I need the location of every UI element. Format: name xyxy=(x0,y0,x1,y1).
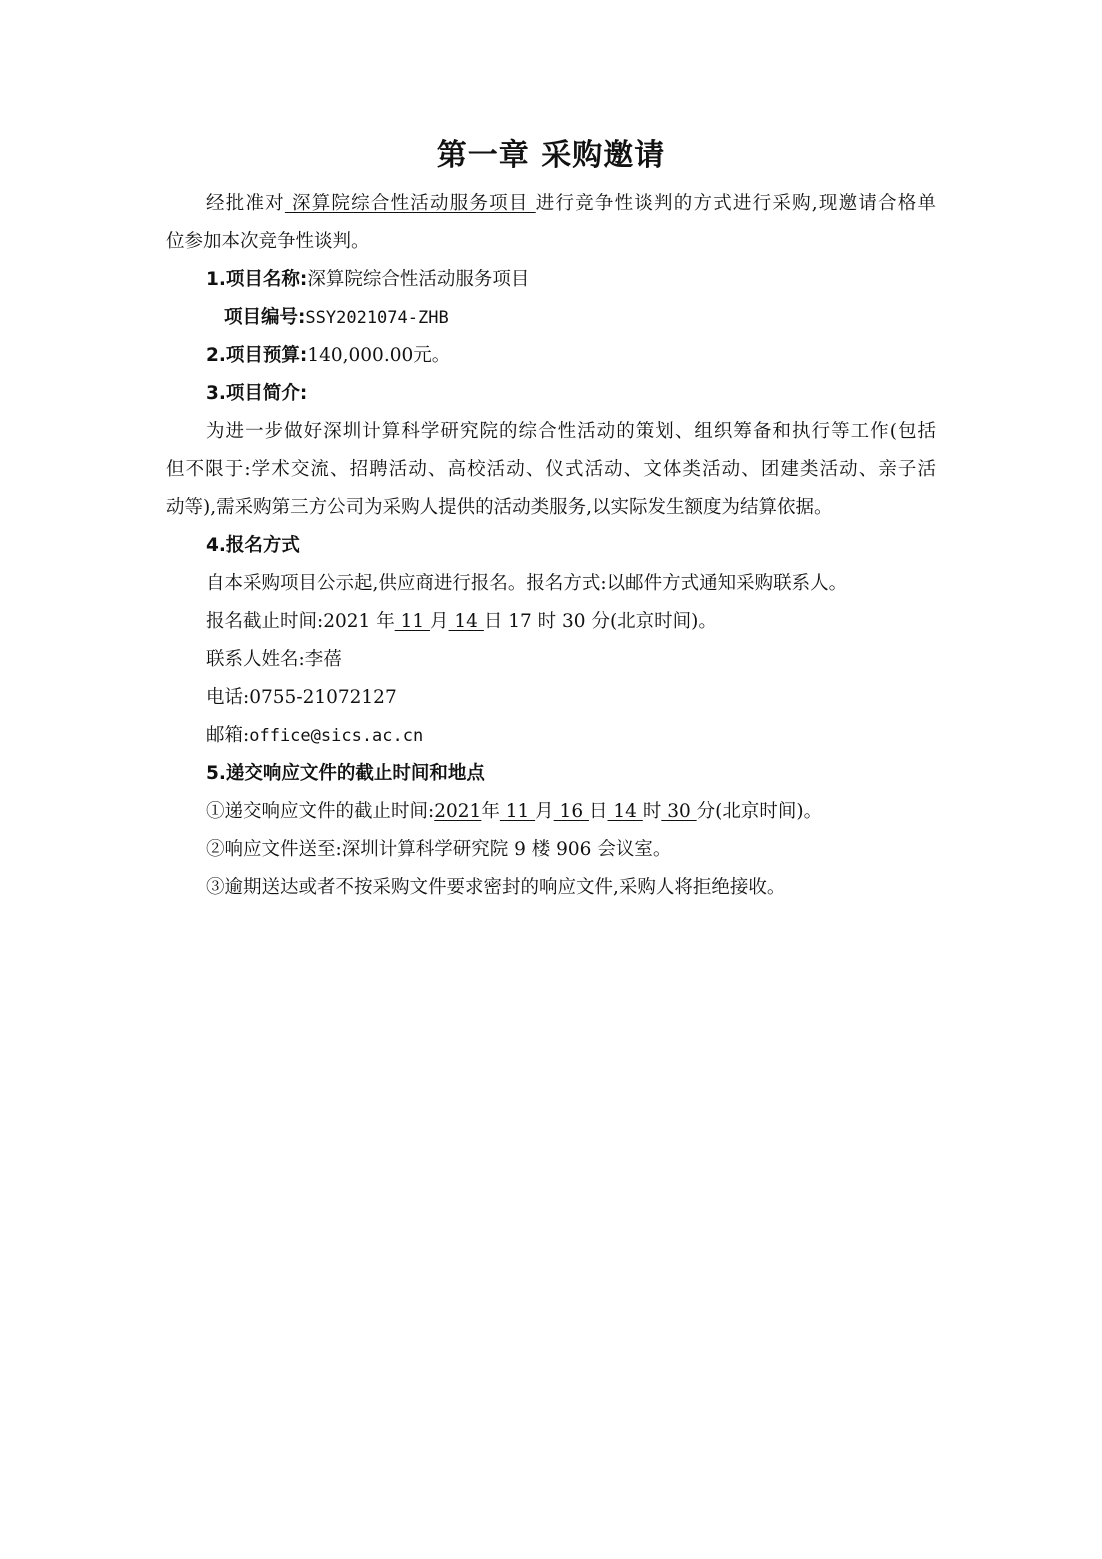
registration-method: 自本采购项目公示起,供应商进行报名。报名方式:以邮件方式通知采购联系人。 xyxy=(206,573,848,594)
project-budget-label: 2.项目预算: xyxy=(206,345,308,366)
intro-line-1 xyxy=(206,191,936,217)
submission-deadline-tail: 分(北京时间)。 xyxy=(696,801,823,822)
intro-prefix: 经批准对 xyxy=(206,193,285,214)
project-name-row xyxy=(206,267,529,293)
submission-deadline xyxy=(206,799,822,825)
contact-email-label: 邮箱: xyxy=(206,725,250,746)
intro-line-2: 位参加本次竞争性谈判。 xyxy=(166,231,370,252)
project-intro-line-1: 为进一步做好深圳计算科学研究院的综合性活动的策划、组织筹备和执行等工作(包括 xyxy=(206,421,936,442)
contact-email: office@sics.ac.cn xyxy=(249,726,424,746)
page-title: 第一章 采购邀请 xyxy=(436,138,666,173)
project-budget-row xyxy=(206,343,450,369)
submission-location: ②响应文件送至:深圳计算科学研究院 9 楼 906 会议室。 xyxy=(206,839,672,860)
submission-deadline-hour: 14 xyxy=(607,801,643,822)
submission-hour-suffix: 时 xyxy=(642,801,662,822)
project-intro-heading: 3.项目简介: xyxy=(206,383,308,404)
submission-deadline-month: 11 xyxy=(499,801,536,822)
submission-day-suffix: 日 xyxy=(588,801,608,822)
submission-deadline-minute: 30 xyxy=(661,801,697,822)
contact-email-row xyxy=(206,723,423,749)
project-budget-value: 140,000.00元。 xyxy=(307,345,451,366)
submission-deadline-day: 16 xyxy=(553,801,589,822)
project-code-value: SSY2021074-ZHB xyxy=(305,308,449,328)
project-intro-line-3: 动等),需采购第三方公司为采购人提供的活动类服务,以实际发生额度为结算依据。 xyxy=(166,497,833,518)
project-intro-line-2: 但不限于:学术交流、招聘活动、高校活动、仪式活动、文体类活动、团建类活动、亲子活 xyxy=(166,459,936,480)
contact-phone: 电话:0755-21072127 xyxy=(206,687,397,708)
submission-heading: 5.递交响应文件的截止时间和地点 xyxy=(206,763,485,784)
project-name-label: 1.项目名称: xyxy=(206,269,308,290)
project-code-label: 项目编号: xyxy=(224,307,306,328)
submission-rejection-note: ③逾期送达或者不按采购文件要求密封的响应文件,采购人将拒绝接收。 xyxy=(206,877,786,898)
submission-deadline-prefix: ①递交响应文件的截止时间: xyxy=(206,801,435,822)
project-name-value: 深算院综合性活动服务项目 xyxy=(307,269,530,290)
intro-project-name: 深算院综合性活动服务项目 xyxy=(284,193,536,214)
contact-name: 联系人姓名:李蓓 xyxy=(206,649,342,670)
submission-year-suffix: 年 xyxy=(481,801,500,822)
intro-suffix: 进行竞争性谈判的方式进行采购,现邀请合格单 xyxy=(535,193,937,214)
project-code-row xyxy=(224,305,449,331)
registration-deadline-mid: 月 xyxy=(430,611,449,632)
registration-deadline-day: 14 xyxy=(448,611,484,632)
registration-deadline-month: 11 xyxy=(394,611,431,632)
submission-deadline-year: 2021 xyxy=(434,801,482,822)
registration-deadline xyxy=(206,609,717,635)
submission-month-suffix: 月 xyxy=(535,801,554,822)
registration-deadline-prefix: 报名截止时间:2021 年 xyxy=(206,611,395,632)
registration-heading: 4.报名方式 xyxy=(206,535,300,556)
registration-deadline-suffix: 日 17 时 30 分(北京时间)。 xyxy=(483,611,717,632)
